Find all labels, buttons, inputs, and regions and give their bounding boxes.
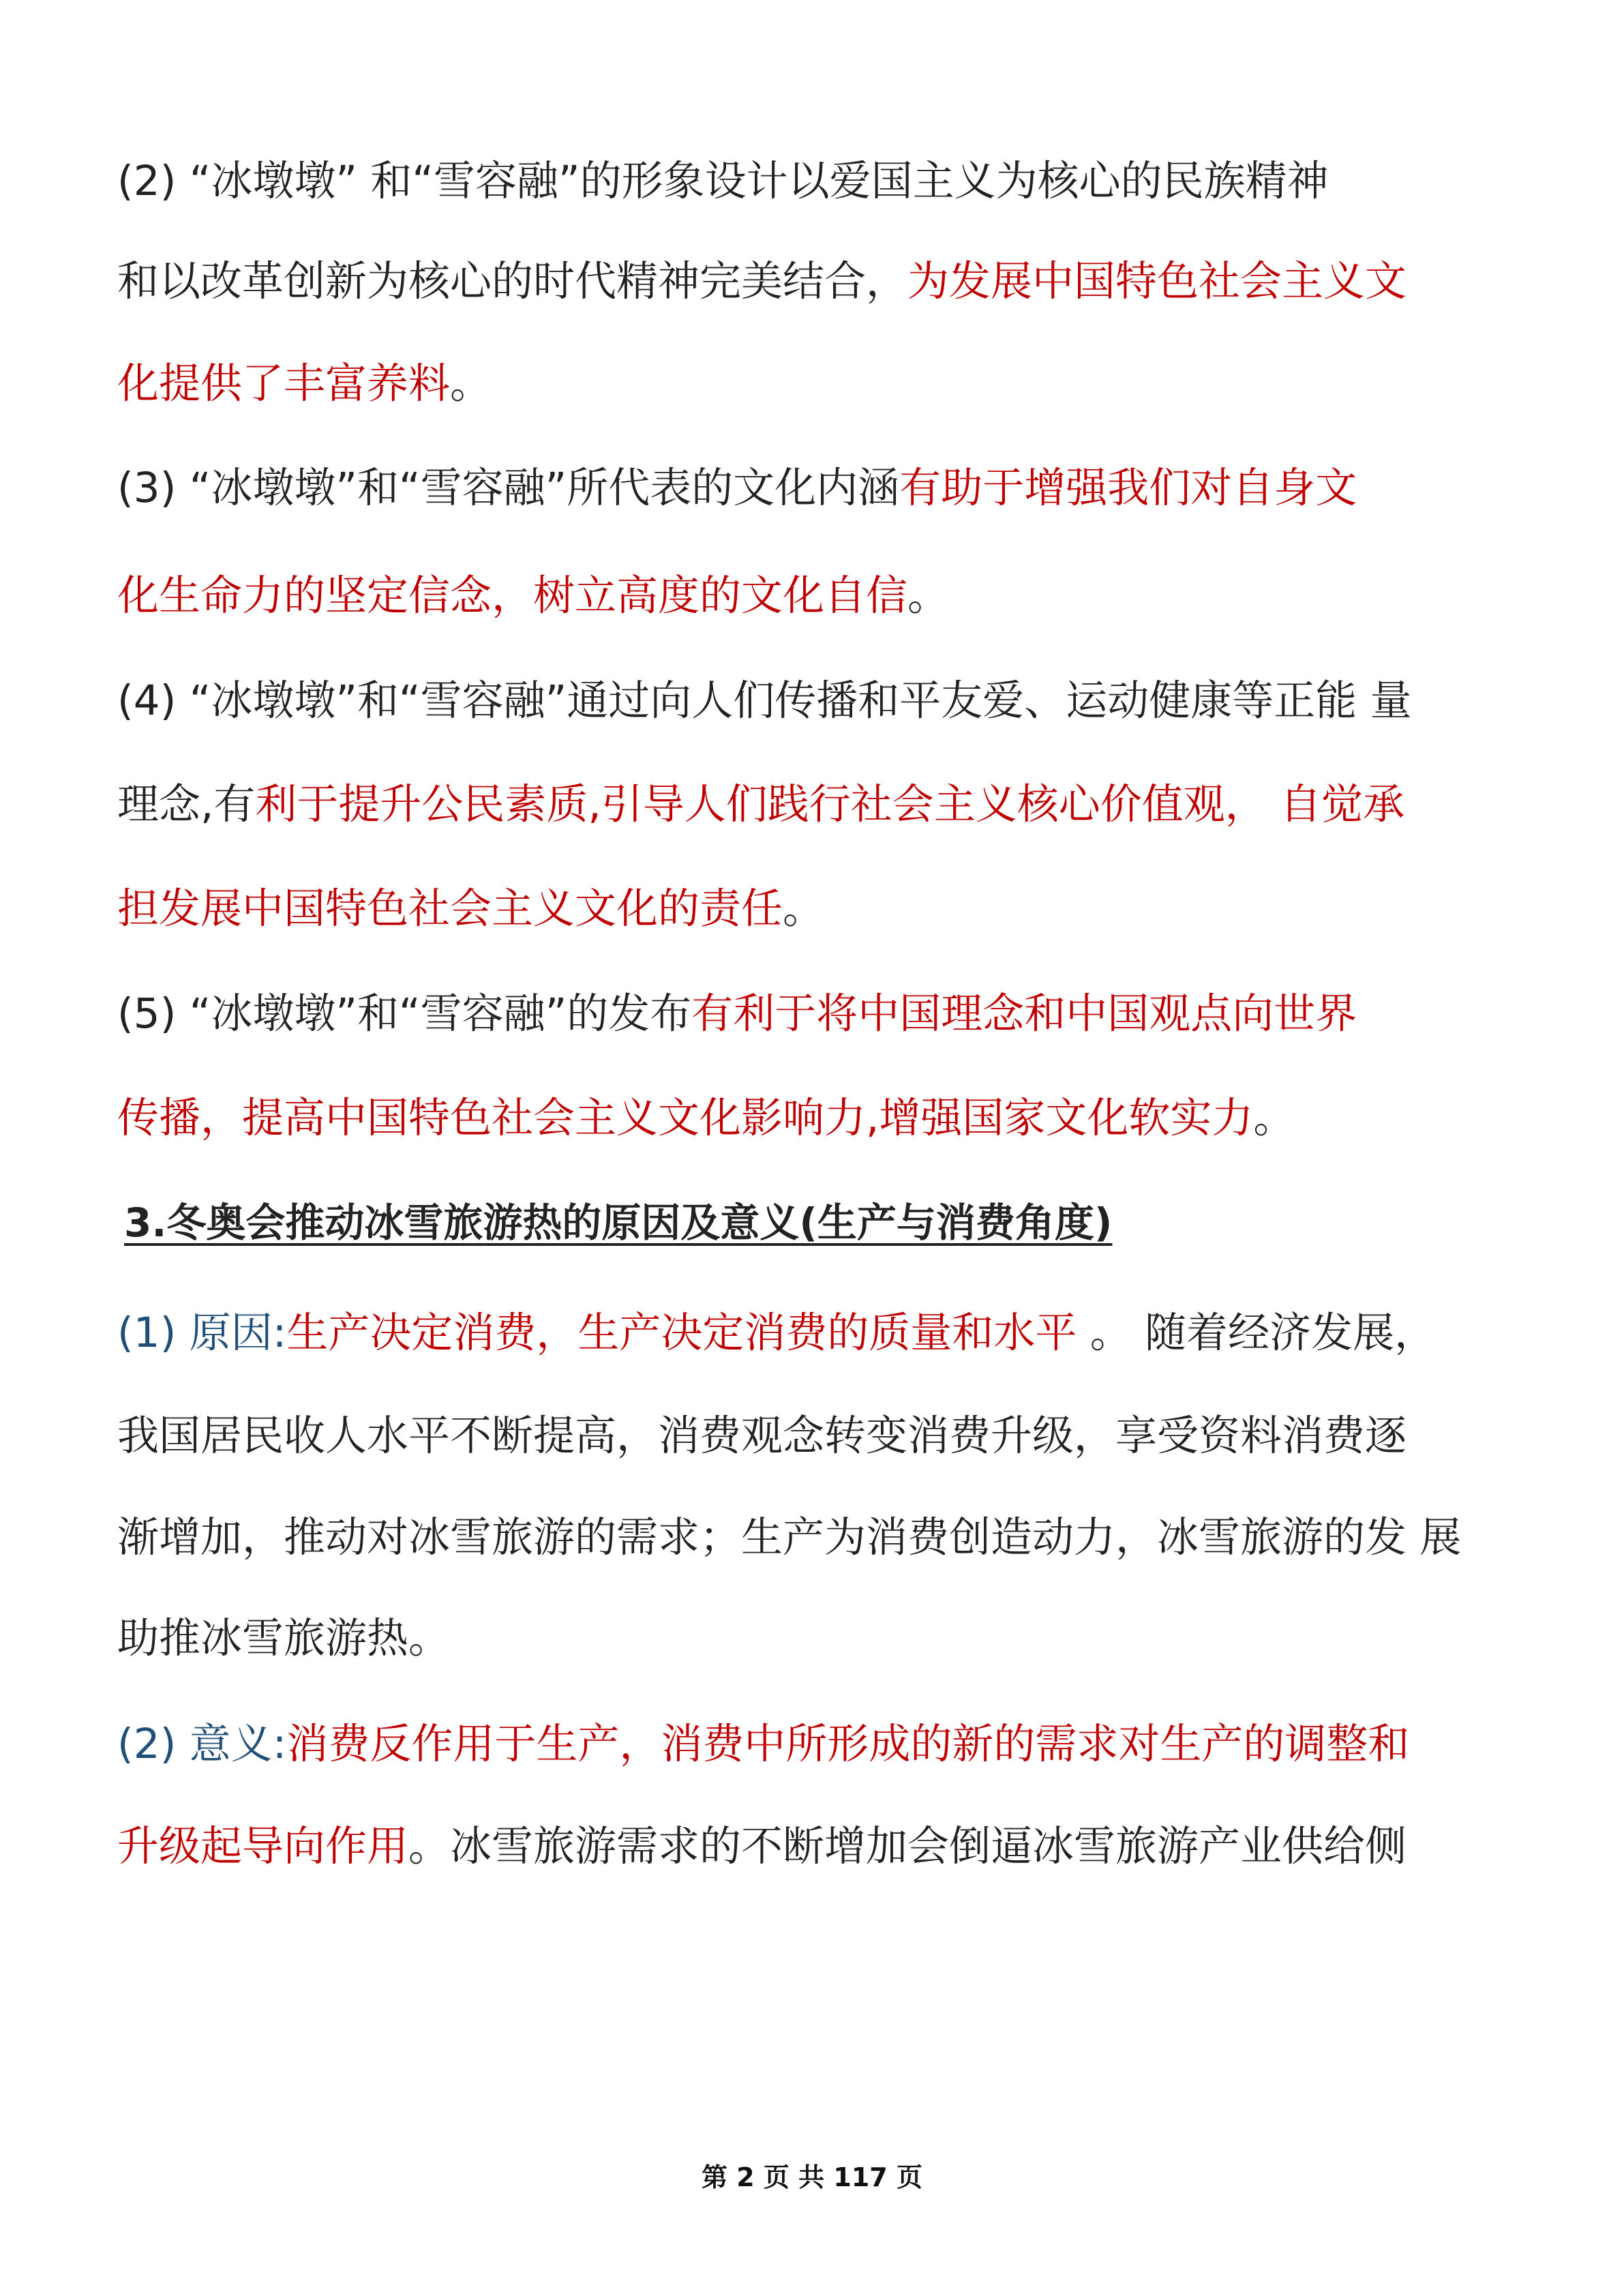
para-4-line-2-text: 理念,有 [117,780,256,829]
meaning-label: (2) 意义: [117,1720,287,1768]
reason-line-3 [117,1510,1461,1565]
para-5-line-2-highlight: 传播，提高中国特色社会主义文化影响力,增强国家文化软实力 [117,1094,1254,1142]
para-2-line-2-highlight: 为发展中国特色社会主义文 [907,257,1407,305]
para-3-line-2-text: 。 [907,571,950,620]
reason-line-1 [117,1306,1436,1360]
para-3-line-2 [117,569,949,623]
reason-line-1-text: 。 随着经济发展， [1077,1309,1437,1357]
para-2-line-2-text: 和以改革创新为核心的时代精神完美结合， [117,257,908,305]
para-3-line-1-text: (3) “冰墩墩”和“雪容融”所代表的文化内涵 [117,464,900,512]
meaning-line-2-text: 。冰雪旅游需求的不断增加会倒逼冰雪旅游产业供给侧 [408,1822,1407,1870]
para-4-line-1 [117,674,1412,728]
meaning-line-1-highlight: 消费反作用于生产，消费中所形成的新的需求对生产的调整和 [286,1720,1410,1768]
para-3-line-1 [117,461,1357,516]
reason-line-2-text: 我国居民收人水平不断提高，消费观念转变消费升级，享受资料消费逐 [117,1412,1407,1460]
para-3-line-1-highlight: 有助于增强我们对自身文 [899,464,1357,512]
reason-line-1-highlight: 生产决定消费，生产决定消费的质量和水平 [286,1309,1077,1357]
reason-line-4 [117,1611,450,1666]
para-4-line-1-text: (4) “冰墩墩”和“雪容融”通过向人们传播和平友爱、运动健康等正能 量 [117,676,1412,725]
meaning-line-2-highlight: 升级起导向作用 [117,1822,409,1870]
reason-line-4-text: 助推冰雪旅游热。 [117,1614,451,1663]
para-4-line-3-text: 。 [783,884,825,933]
para-2-line-2 [117,254,1407,309]
para-2-line-1 [117,154,1329,209]
para-5-line-2 [117,1091,1295,1146]
para-2-line-3-text: 。 [450,359,492,408]
para-4-line-2-highlight: 利于提升公民素质,引导人们践行社会主义核心价值观， 自觉承 [255,780,1405,829]
para-5-line-1 [117,987,1357,1041]
reason-label: (1) 原因: [117,1309,287,1357]
para-2-line-1-text: (2) “冰墩墩” 和“雪容融”的形象设计以爱国主义为核心的民族精神 [117,157,1329,205]
reason-line-2 [117,1409,1407,1463]
para-5-line-1-highlight: 有利于将中国理念和中国观点向世界 [691,989,1357,1038]
section-heading: 3.冬奥会推动冰雪旅游热的原因及意义(生产与消费角度) [124,1199,1113,1246]
para-4-line-3 [117,882,824,936]
para-3-line-2-highlight: 化生命力的坚定信念，树立高度的文化自信 [117,571,908,620]
page-number-footer: 第 2 页 共 117 页 [702,2162,922,2192]
meaning-line-2 [117,1819,1407,1874]
para-5-line-1-text: (5) “冰墩墩”和“雪容融”的发布 [117,989,692,1038]
para-2-line-3-highlight: 化提供了丰富养料 [117,359,451,408]
para-2-line-3 [117,357,492,411]
meaning-line-1 [117,1717,1409,1772]
para-4-line-3-highlight: 担发展中国特色社会主义文化的责任 [117,884,783,933]
para-4-line-2 [117,777,1404,832]
reason-line-3-text: 渐增加，推动对冰雪旅游的需求；生产为消费创造动力，冰雪旅游的发 展 [117,1513,1462,1562]
para-5-line-2-text: 。 [1253,1094,1295,1142]
